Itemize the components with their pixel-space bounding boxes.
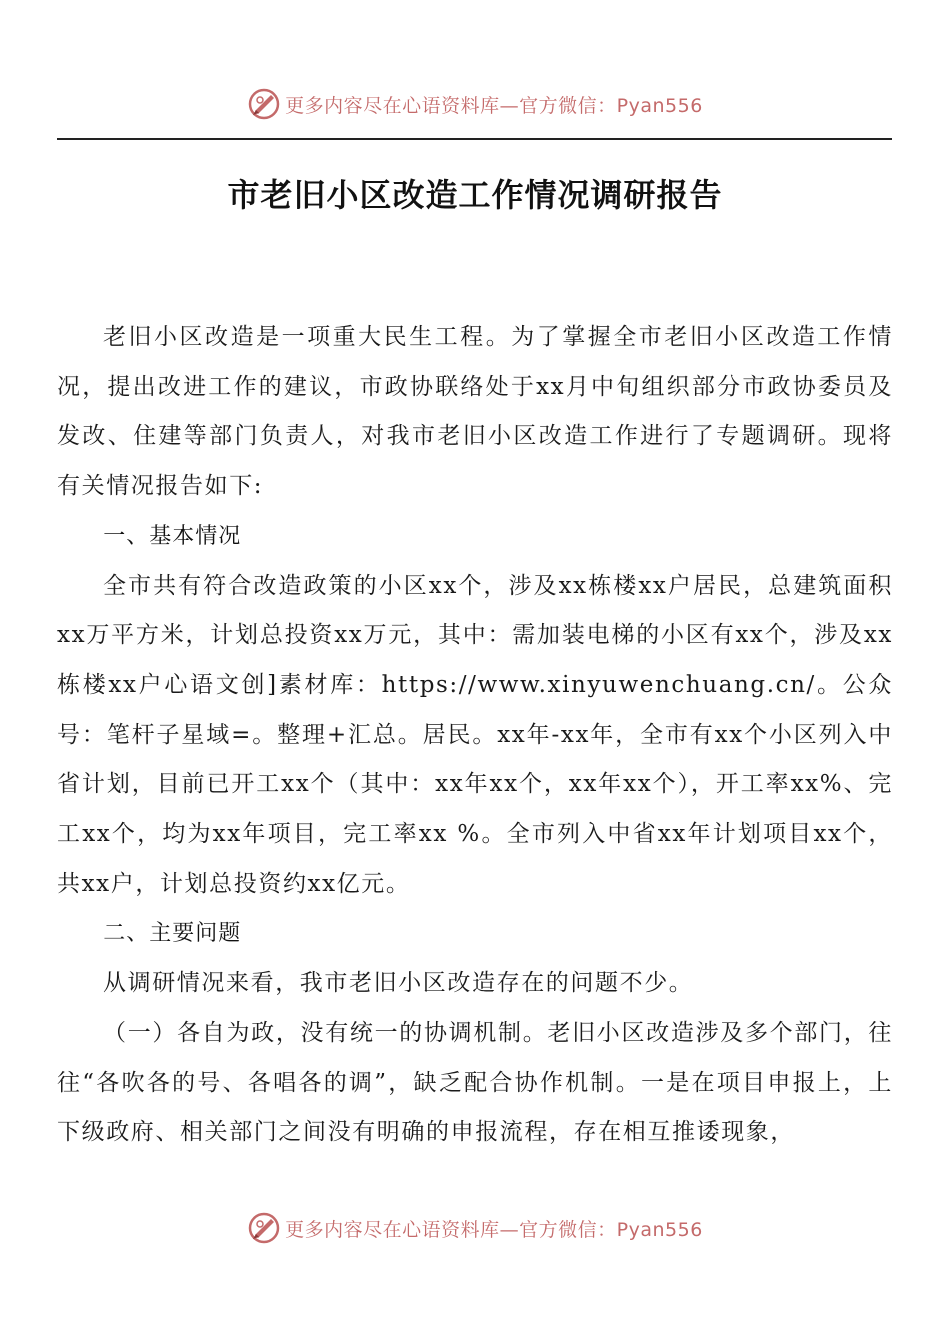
document-title: 市老旧小区改造工作情况调研报告: [227, 176, 723, 214]
footer-wechat-id: Pyan556: [616, 1218, 703, 1241]
paragraph-intro: 老旧小区改造是一项重大民生工程。为了掌握全市老旧小区改造工作情况，提出改进工作的建议，市政协联络处于xx月中旬组织部分市政协委员及发改、住建等部门负责人，对我市老旧小区改造工作进行了专题调研。现将有关情况报告如下:: [57, 324, 893, 500]
pen-seal-icon: [247, 87, 281, 121]
section-heading-main-problems: 二、主要问题: [103, 921, 242, 947]
footer-watermark-text: [285, 1215, 703, 1242]
header-watermark-text: [285, 91, 703, 118]
document-body: [57, 313, 893, 1158]
section-heading-basic-situation: 一、基本情况: [103, 523, 242, 549]
header-watermark-prefix: 更多内容尽在心语资料库—官方微信：: [285, 94, 617, 117]
footer-watermark-prefix: 更多内容尽在心语资料库—官方微信：: [285, 1218, 617, 1241]
paragraph-basic-situation: 全市共有符合改造政策的小区xx个，涉及xx栋楼xx户居民，总建筑面积xx万平方米，计划总投资xx万元，其中：需加装电梯的小区有xx个，涉及xx栋楼xx户心语文创]素材库：https://www.xinyuwenchuang.cn/。公众号：笔杆子星域=。整理+汇总。居民。xx年-xx年，全市有xx个小区列入中省计划，目前已开工xx个（其中：xx年xx个，xx年xx个），开工率xx%、完工xx个，均为xx年项目，完工率xx %。全市列入中省xx年计划项目xx个，共xx户，计划总投资约xx亿元。: [57, 572, 893, 897]
paragraph-problem-one: （一）各自为政，没有统一的协调机制。老旧小区改造涉及多个部门，往往“各吹各的号、各唱各的调”，缺乏配合协作机制。一是在项目申报上，上下级政府、相关部门之间没有明确的申报流程，存在相互推诿现象，: [57, 1019, 893, 1146]
pen-seal-icon: [247, 1211, 281, 1245]
footer-watermark-banner: [0, 1208, 950, 1248]
header-divider: [57, 138, 892, 140]
header-wechat-id: Pyan556: [616, 94, 703, 117]
header-watermark-banner: [0, 84, 950, 124]
paragraph-problems-intro: 从调研情况来看，我市老旧小区改造存在的问题不少。: [103, 970, 694, 997]
